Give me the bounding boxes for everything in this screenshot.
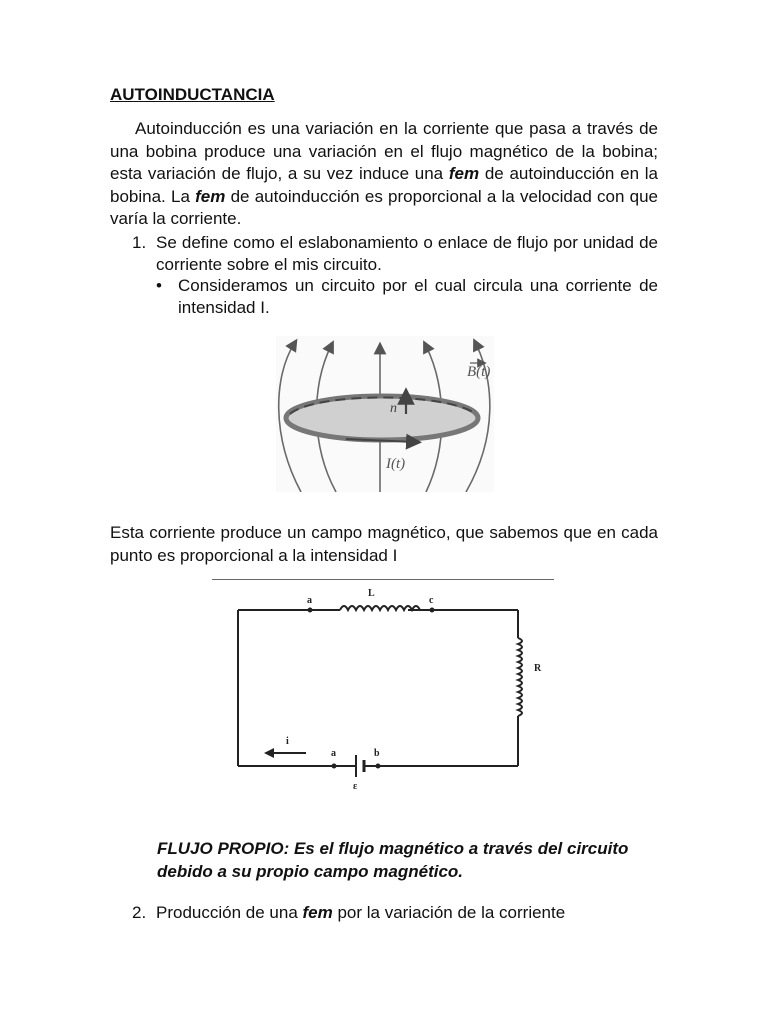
- fem-emphasis: fem: [195, 186, 226, 206]
- bullet-icon: •: [156, 276, 162, 295]
- item2-text-2: por la variación de la corriente: [332, 903, 566, 922]
- current-label: I(t): [386, 456, 406, 472]
- terminal-a-bottom: [332, 764, 337, 769]
- intro-text-2: de autoinducción en la bobina. La: [110, 164, 658, 206]
- intro-text-1: Autoinducción es una variación en la corriente que pasa a través de una bobina produce una variación en el flujo magnético de la bobina; esta variación de flujo, a su vez induce una: [110, 119, 658, 183]
- field-label: B(t): [467, 364, 491, 380]
- label-c: c: [429, 595, 434, 606]
- horizontal-rule: [212, 579, 554, 580]
- fem-emphasis: fem: [448, 164, 480, 183]
- intro-paragraph: [110, 118, 658, 231]
- field-paragraph: Esta corriente produce un campo magnético, que sabemos que en cada punto es proporcional a la intensidad I: [110, 523, 658, 565]
- page-title: AUTOINDUCTANCIA: [110, 85, 275, 104]
- label-resistor: R: [534, 663, 542, 674]
- current-loop: [286, 396, 478, 440]
- resistor-coil: [518, 638, 522, 716]
- normal-label: n: [390, 401, 397, 416]
- item2-text-1: Producción de una: [156, 903, 303, 922]
- terminal-b: [376, 764, 381, 769]
- label-emf: ε: [353, 781, 358, 792]
- list-item-text: Se define como el eslabonamiento o enlace de flujo por unidad de corriente sobre el mis circuito.: [156, 233, 658, 274]
- flujo-propio-definition: FLUJO PROPIO: Es el flujo magnético a través del circuito debido a su propio campo magnético.: [157, 839, 629, 881]
- fem-emphasis: fem: [302, 903, 333, 922]
- list-number: 1.: [132, 233, 147, 252]
- label-b: b: [374, 748, 380, 759]
- label-inductor: L: [368, 588, 375, 599]
- label-a-top: a: [307, 595, 312, 606]
- rl-circuit-figure: [212, 583, 554, 798]
- label-a-bottom: a: [331, 748, 336, 759]
- list-item-text: [156, 902, 565, 924]
- label-current: i: [286, 736, 289, 747]
- bullet-text: Consideramos un circuito por el cual circula una corriente de intensidad I.: [178, 276, 658, 317]
- terminal-a-top: [308, 608, 313, 613]
- intro-text-3: de autoinducción es proporcional a la velocidad con que varía la corriente.: [110, 186, 658, 228]
- terminal-c: [430, 608, 435, 613]
- magnetic-field-loop-figure: [276, 336, 494, 492]
- list-number: 2.: [132, 903, 147, 922]
